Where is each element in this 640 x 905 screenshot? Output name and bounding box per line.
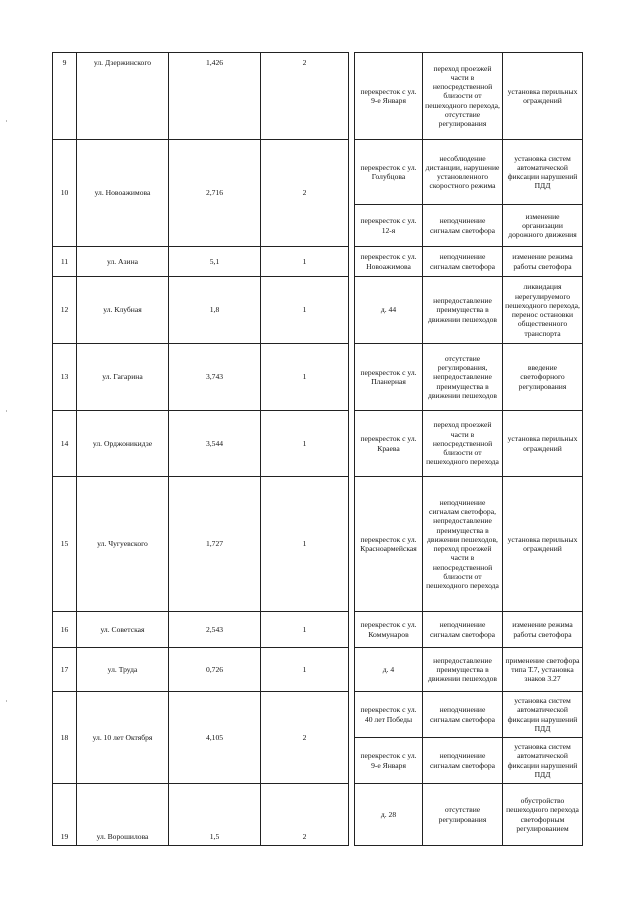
table-row: [53, 477, 583, 612]
location: перекресток с ул. 9-е Января: [355, 738, 423, 784]
measure: установка систем автоматической фиксации нарушений ПДД: [503, 140, 583, 205]
hotspot-count: 1: [261, 648, 349, 692]
street-name: ул. Новоажимова: [77, 140, 169, 247]
problem: переход проезжей части в непосредственной близости от пешеходного перехода, отсутствие регулирования: [423, 53, 503, 140]
street-name: ул. Гагарина: [77, 344, 169, 411]
measure: ликвидация нерегулируемого пешеходного перехода, перенос остановки общественного транспорта: [503, 277, 583, 344]
problem: непредоставление преимущества в движении пешеходов: [423, 648, 503, 692]
row-number: 12: [53, 277, 77, 344]
location: перекресток с ул. 40 лет Победы: [355, 692, 423, 738]
table-row: [53, 692, 583, 738]
row-number: 11: [53, 247, 77, 277]
street-name: ул. Азина: [77, 247, 169, 277]
hotspot-count: 1: [261, 612, 349, 648]
row-number: 19: [53, 784, 77, 846]
table-row: [53, 53, 583, 140]
problem: непредоставление преимущества в движении пешеходов: [423, 277, 503, 344]
row-number: 18: [53, 692, 77, 784]
measure: установка систем автоматической фиксации нарушений ПДД: [503, 738, 583, 784]
street-name: ул. Советская: [77, 612, 169, 648]
measure: изменение режима работы светофора: [503, 612, 583, 648]
accident-sites-table: [52, 52, 583, 846]
problem: отсутствие регулирования: [423, 784, 503, 846]
measure: установка систем автоматической фиксации нарушений ПДД: [503, 692, 583, 738]
problem: неподчинение сигналам светофора: [423, 738, 503, 784]
measure: установка перильных ограждений: [503, 477, 583, 612]
section-length: 1,426: [169, 53, 261, 140]
section-length: 1,8: [169, 277, 261, 344]
section-length: 5,1: [169, 247, 261, 277]
hotspot-count: 1: [261, 344, 349, 411]
table-row: [53, 648, 583, 692]
row-number: 10: [53, 140, 77, 247]
location: д. 28: [355, 784, 423, 846]
row-number: 16: [53, 612, 77, 648]
row-number: 14: [53, 411, 77, 477]
hotspot-count: 2: [261, 784, 349, 846]
row-number: 9: [53, 53, 77, 140]
measure: применение светофора типа Т.7, установка знаков 3.27: [503, 648, 583, 692]
row-number: 17: [53, 648, 77, 692]
location: д. 4: [355, 648, 423, 692]
section-length: 3,743: [169, 344, 261, 411]
hotspot-count: 1: [261, 277, 349, 344]
problem: неподчинение сигналам светофора: [423, 205, 503, 247]
section-length: 4,105: [169, 692, 261, 784]
hotspot-count: 2: [261, 140, 349, 247]
location: перекресток с ул. Голубцова: [355, 140, 423, 205]
problem: отсутствие регулирования, непредоставление преимущества в движении пешеходов: [423, 344, 503, 411]
street-name: ул. Ворошилова: [77, 784, 169, 846]
section-length: 1,727: [169, 477, 261, 612]
section-length: 2,716: [169, 140, 261, 247]
section-length: 1,5: [169, 784, 261, 846]
street-name: ул. Труда: [77, 648, 169, 692]
section-length: 2,543: [169, 612, 261, 648]
problem: неподчинение сигналам светофора, непредоставление преимущества в движении пешеходов, переход проезжей части в непосредственной близости от пешеходного перехода: [423, 477, 503, 612]
table-row: [53, 784, 583, 846]
measure: введение светофорного регулирования: [503, 344, 583, 411]
measure: изменение режима работы светофора: [503, 247, 583, 277]
street-name: ул. Дзержинского: [77, 53, 169, 140]
location: перекресток с ул. 12-я: [355, 205, 423, 247]
street-name: ул. Клубная: [77, 277, 169, 344]
location: перекресток с ул. Красноармейская: [355, 477, 423, 612]
location: перекресток с ул. Планерная: [355, 344, 423, 411]
table-row: [53, 344, 583, 411]
problem: неподчинение сигналам светофора: [423, 692, 503, 738]
scan-edge-mark: [6, 410, 7, 412]
location: перекресток с ул. 9-е Января: [355, 53, 423, 140]
measure: установка перильных ограждений: [503, 411, 583, 477]
measure: обустройство пешеходного перехода светофорным регулированием: [503, 784, 583, 846]
street-name: ул. Чугуевского: [77, 477, 169, 612]
location: перекресток с ул. Коммунаров: [355, 612, 423, 648]
scan-edge-mark: [6, 700, 7, 702]
hotspot-count: 1: [261, 411, 349, 477]
hotspot-count: 2: [261, 692, 349, 784]
measure: установка перильных ограждений: [503, 53, 583, 140]
table-row: [53, 140, 583, 205]
hotspot-count: 1: [261, 477, 349, 612]
problem: переход проезжей части в непосредственной близости от пешеходного перехода: [423, 411, 503, 477]
location: перекресток с ул. Новоажимова: [355, 247, 423, 277]
hotspot-count: 2: [261, 53, 349, 140]
row-number: 15: [53, 477, 77, 612]
street-name: ул. 10 лет Октября: [77, 692, 169, 784]
measure: изменение организации дорожного движения: [503, 205, 583, 247]
location: д. 44: [355, 277, 423, 344]
problem: несоблюдение дистанции, нарушение установленного скоростного режима: [423, 140, 503, 205]
table-row: [53, 612, 583, 648]
table-row: [53, 277, 583, 344]
scan-edge-mark: [6, 120, 7, 122]
location: перекресток с ул. Краева: [355, 411, 423, 477]
row-number: 13: [53, 344, 77, 411]
problem: неподчинение сигналам светофора: [423, 612, 503, 648]
hotspot-count: 1: [261, 247, 349, 277]
table-row: [53, 411, 583, 477]
street-name: ул. Орджоникидзе: [77, 411, 169, 477]
problem: неподчинение сигналам светофора: [423, 247, 503, 277]
section-length: 0,726: [169, 648, 261, 692]
table-row: [53, 247, 583, 277]
section-length: 3,544: [169, 411, 261, 477]
